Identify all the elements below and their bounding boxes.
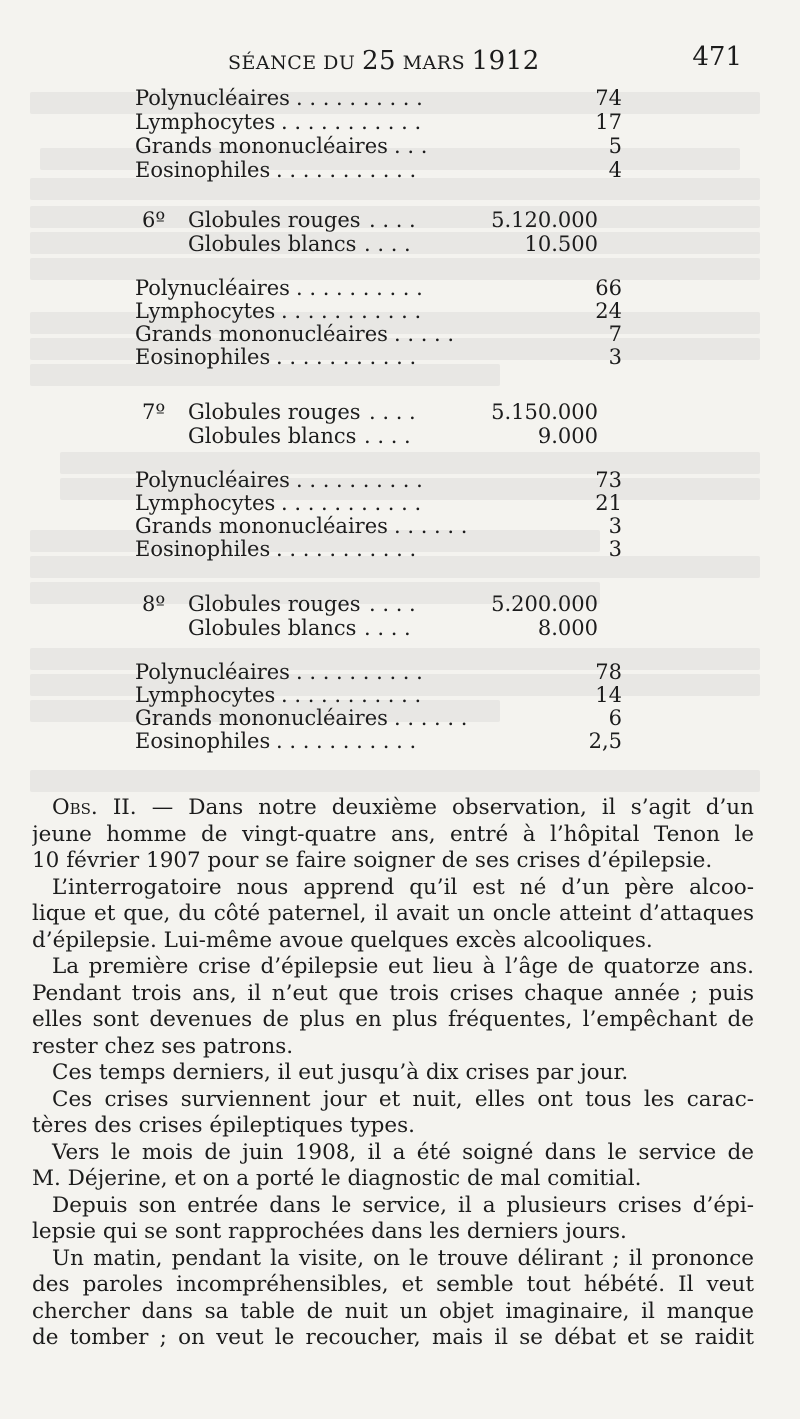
leader-dots: . . . .: [364, 232, 411, 256]
row-label: Grands mononucléaires: [135, 706, 388, 730]
leukocyte-row: [0, 683, 800, 707]
body-text: [32, 795, 754, 1352]
row-label: Globules blancs: [188, 424, 357, 448]
row-label: Lymphocytes: [135, 299, 276, 323]
text-line: [32, 822, 754, 849]
text-line-content: Depuis son entrée dans le service, il a plusieurs crises d’épi-: [52, 1192, 754, 1218]
text-line: [32, 1034, 754, 1061]
row-label: Lymphocytes: [135, 491, 276, 515]
row-label: Globules blancs: [188, 616, 357, 640]
leader-dots: . . . . . . . . . .: [296, 86, 423, 110]
row-value: 5.120.000: [491, 208, 598, 232]
text-line-content: chercher dans sa table de nuit un objet imaginaire, il manque: [32, 1298, 754, 1324]
text-line-content: Ces crises surviennent jour et nuit, elles ont tous les carac-: [52, 1086, 754, 1112]
row-value: 7: [608, 322, 622, 346]
text-line-content: des paroles incompréhensibles, et semble tout hébété. Il veut: [32, 1272, 754, 1297]
red-cells-row: [0, 592, 800, 616]
red-cells-row: [0, 400, 800, 424]
text-line: [32, 848, 754, 875]
text-line: [32, 1325, 754, 1352]
text-line: [32, 981, 754, 1008]
running-title: [228, 46, 540, 76]
page-number: 471: [692, 42, 742, 72]
row-value: 78: [595, 660, 622, 684]
text-line-content: d’épilepsie. Lui-même avoue quelques excès alcooliques.: [32, 927, 653, 953]
text-line-content: Ces temps derniers, il eut jusqu’à dix crises par jour.: [52, 1060, 629, 1085]
text-line-content: M. Déjerine, et on a porté le diagnostic de mal comitial.: [32, 1166, 642, 1191]
text-line: [32, 1246, 754, 1273]
title-prefix: SÉANCE DU: [228, 52, 362, 74]
exam-number: 8º: [142, 592, 166, 616]
text-line-content: L’interrogatoire nous apprend qu’il est né d’un père alcoo-: [52, 874, 754, 900]
leukocyte-row: [0, 345, 800, 369]
red-cells-row: [0, 208, 800, 232]
row-value: 5.150.000: [491, 400, 598, 424]
leader-dots: . . . .: [364, 424, 411, 448]
title-year: 1912: [471, 46, 540, 76]
text-line: [32, 1299, 754, 1326]
row-label: Polynucléaires: [135, 468, 290, 492]
leader-dots: . . . .: [369, 400, 416, 424]
white-cells-row: [0, 232, 800, 256]
text-line: [32, 1166, 754, 1193]
leader-dots: . . . . . . . . . . .: [276, 537, 417, 561]
observation-label: Obs. II.: [52, 795, 152, 820]
leader-dots: . . .: [394, 134, 428, 158]
row-label: Polynucléaires: [135, 660, 290, 684]
leukocyte-row: [0, 299, 800, 323]
text-line-content: de tomber ; on veut le recoucher, mais il se débat et se raidit: [32, 1325, 754, 1350]
text-line: [32, 1272, 754, 1299]
row-label: Eosinophiles: [135, 345, 271, 369]
leukocyte-row: [0, 276, 800, 300]
row-value: 10.500: [524, 232, 598, 256]
text-line: [32, 901, 754, 928]
leader-dots: . . . . .: [394, 322, 455, 346]
row-value: 24: [595, 299, 622, 323]
row-value: 17: [595, 110, 622, 134]
leader-dots: . . . . . . . . . .: [296, 276, 423, 300]
text-line: [32, 1060, 754, 1087]
row-label: Eosinophiles: [135, 537, 271, 561]
row-value: 74: [595, 86, 622, 110]
row-label: Grands mononucléaires: [135, 134, 388, 158]
leader-dots: . . . .: [369, 592, 416, 616]
leader-dots: . . . .: [369, 208, 416, 232]
text-line-content: lique et que, du côté paternel, il avait un oncle atteint d’attaques: [32, 901, 754, 926]
leader-dots: . . . . . . . . . . .: [281, 299, 422, 323]
row-label: Lymphocytes: [135, 683, 276, 707]
row-value: 73: [595, 468, 622, 492]
leader-dots: . . . .: [364, 616, 411, 640]
exam-number: 6º: [142, 208, 166, 232]
leader-dots: . . . . . .: [394, 706, 468, 730]
row-value: 6: [608, 706, 622, 730]
leader-dots: . . . . . . . . . . .: [281, 491, 422, 515]
row-label: Globules rouges: [188, 592, 361, 616]
leukocyte-row: [0, 514, 800, 538]
text-line-content: La première crise d’épilepsie eut lieu à l’âge de quatorze ans.: [52, 954, 754, 979]
leader-dots: . . . . . . . . . .: [296, 660, 423, 684]
row-value: 3: [608, 537, 622, 561]
row-value: 66: [595, 276, 622, 300]
text-line: [32, 954, 754, 981]
row-value: 3: [608, 345, 622, 369]
row-value: 14: [595, 683, 622, 707]
row-label: Grands mononucléaires: [135, 514, 388, 538]
text-line-content: Un matin, pendant la visite, on le trouve délirant ; il prononce: [52, 1245, 754, 1271]
text-line: [32, 795, 754, 822]
leukocyte-row: [0, 729, 800, 753]
leukocyte-row: [0, 537, 800, 561]
text-line: [32, 1140, 754, 1167]
row-value: 2,5: [588, 729, 622, 753]
row-value: 3: [608, 514, 622, 538]
row-label: Polynucléaires: [135, 86, 290, 110]
text-line-content: 10 février 1907 pour se faire soigner de ses crises d’épilepsie.: [32, 848, 713, 873]
row-value: 8.000: [537, 616, 598, 640]
row-label: Lymphocytes: [135, 110, 276, 134]
row-value: 5: [608, 134, 622, 158]
row-label: Polynucléaires: [135, 276, 290, 300]
title-day: 25: [361, 46, 397, 76]
white-cells-row: [0, 424, 800, 448]
leukocyte-row: [0, 110, 800, 134]
text-line-content: — Dans notre deuxième observation, il s’agit d’un: [151, 795, 754, 820]
leukocyte-row: [0, 491, 800, 515]
leader-dots: . . . . . . . . . . .: [281, 110, 422, 134]
row-value: 4: [608, 158, 622, 182]
text-line-content: rester chez ses patrons.: [32, 1033, 294, 1059]
leukocyte-row: [0, 86, 800, 110]
row-value: 5.200.000: [491, 592, 598, 616]
text-line: [32, 1193, 754, 1220]
row-value: 21: [595, 491, 622, 515]
leukocyte-row: [0, 134, 800, 158]
text-line: [32, 1087, 754, 1114]
leader-dots: . . . . . . . . . . .: [276, 729, 417, 753]
text-line-content: tères des crises épileptiques types.: [32, 1113, 415, 1138]
leader-dots: . . . . . . . . . .: [296, 468, 423, 492]
text-line: [32, 1113, 754, 1140]
page-header: [0, 40, 800, 80]
exam-number: 7º: [142, 400, 166, 424]
leader-dots: . . . . . . . . . . .: [276, 345, 417, 369]
text-line-content: elles sont devenues de plus en plus fréquentes, l’empêchant de: [32, 1007, 754, 1032]
text-line: [32, 928, 754, 955]
leader-dots: . . . . . . . . . . .: [276, 158, 417, 182]
row-value: 9.000: [537, 424, 598, 448]
text-line-content: lepsie qui se sont rapprochées dans les derniers jours.: [32, 1219, 627, 1244]
text-line: [32, 1007, 754, 1034]
white-cells-row: [0, 616, 800, 640]
text-line-content: Pendant trois ans, il n’eut que trois crises chaque année ; puis: [32, 980, 754, 1006]
row-label: Globules rouges: [188, 208, 361, 232]
row-label: Globules rouges: [188, 400, 361, 424]
leader-dots: . . . . . . . . . . .: [281, 683, 422, 707]
leukocyte-row: [0, 660, 800, 684]
text-line-content: Vers le mois de juin 1908, il a été soigné dans le service de: [52, 1139, 754, 1165]
leader-dots: . . . . . .: [394, 514, 468, 538]
row-label: Eosinophiles: [135, 729, 271, 753]
row-label: Grands mononucléaires: [135, 322, 388, 346]
title-month: MARS: [396, 52, 472, 74]
row-label: Eosinophiles: [135, 158, 271, 182]
leukocyte-row: [0, 706, 800, 730]
leukocyte-row: [0, 322, 800, 346]
text-line: [32, 1219, 754, 1246]
row-label: Globules blancs: [188, 232, 357, 256]
leukocyte-row: [0, 158, 800, 182]
text-line-content: jeune homme de vingt-quatre ans, entré à l’hôpital Tenon le: [32, 821, 754, 847]
leukocyte-row: [0, 468, 800, 492]
text-line: [32, 875, 754, 902]
